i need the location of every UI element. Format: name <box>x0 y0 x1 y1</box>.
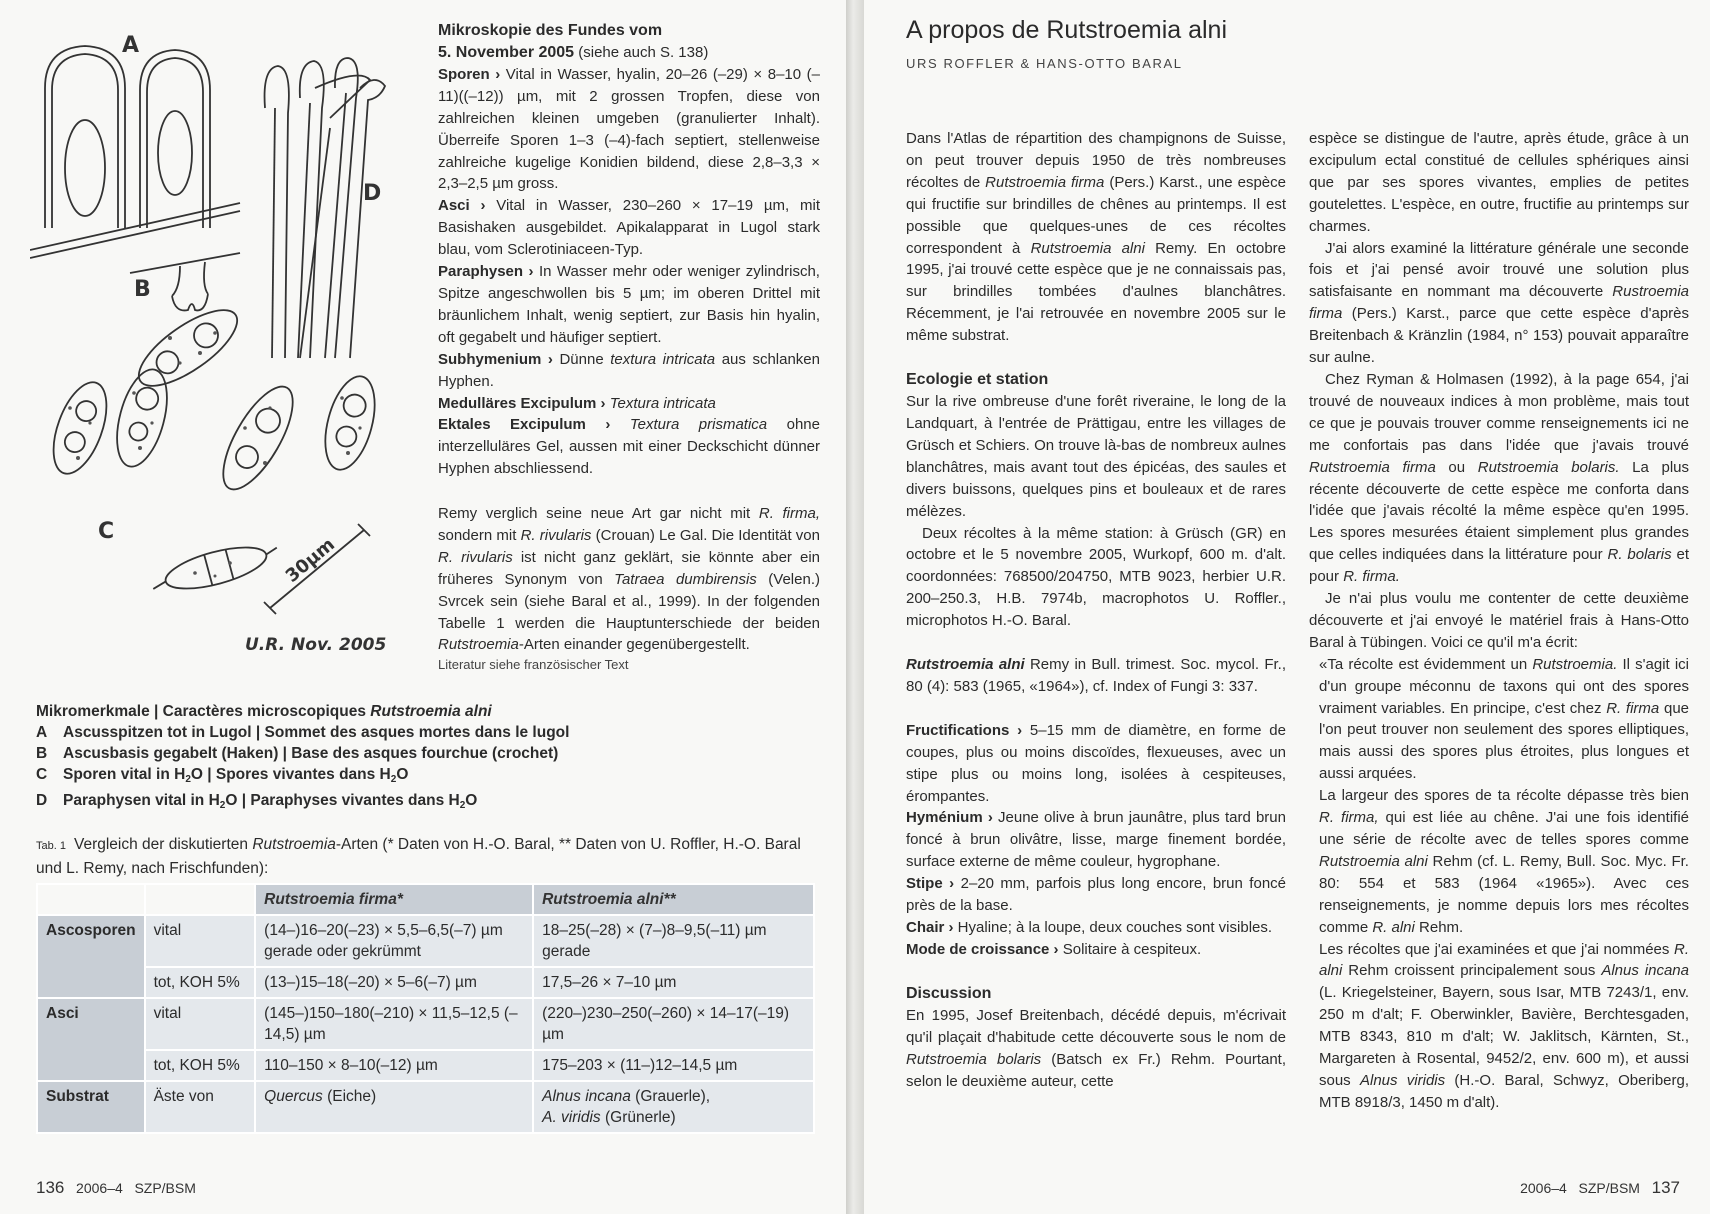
c2p5-italic-1: Rutstroemia. <box>1532 655 1618 673</box>
ectal-text-italic: Textura prismatica <box>610 416 768 434</box>
substrate-alnus-viridis: A. viridis <box>542 1109 601 1126</box>
c2-paragraph-2 <box>1309 238 1689 369</box>
legend-text-b: Ascusbasis gegabelt (Haken) | Base des asques fourchue (crochet) <box>63 745 559 762</box>
chair-text: Hyaline; à la loupe, deux couches sont visibles. <box>953 919 1273 936</box>
right-column-2 <box>1309 128 1689 1114</box>
right-footer <box>1520 1178 1680 1198</box>
substrate-quercus: Quercus <box>264 1088 323 1105</box>
stipe-keyword: Stipe › <box>906 875 955 893</box>
row-label-aste: Äste von <box>145 1081 256 1133</box>
substrate-alnus-incana: Alnus incana <box>542 1088 631 1105</box>
table-number: Tab. 1 <box>36 840 66 852</box>
literature-note: Literatur siehe französischer Text <box>438 657 629 673</box>
c2p7-text-4: (H.-O. Baral, Schwyz, Oberiberg, MTB 8918/3, 1450 m d'alt). <box>1319 1071 1690 1111</box>
legend-title-species: Rutstroemia alni <box>370 703 492 720</box>
legend-letter-b: B <box>36 745 48 762</box>
legend-letter-d: D <box>36 792 48 809</box>
row-header-asci: Asci <box>37 998 145 1081</box>
page-number: 136 <box>36 1178 65 1197</box>
cell-alni: (220–)230–250(–260) × 14–17(–19) µm <box>533 998 814 1050</box>
subscript-2: 2 <box>459 800 466 811</box>
c2p3-italic-1: Rutstroemia firma <box>1309 458 1436 476</box>
c2p3-text-4: et pour <box>1309 546 1689 586</box>
c2p5-italic-2: R. firma <box>1606 699 1660 717</box>
cell-firma <box>255 1081 533 1133</box>
remy-text-2: sondern mit <box>438 526 521 544</box>
remy-text-1: Remy verglich seine neue Art gar nicht mit <box>438 505 759 522</box>
substrate-alnus-incana-note: (Grauerle), <box>630 1088 711 1105</box>
caption-text-2: -Arten (* Daten von H.-O. Baral, ** Daten von U. Roffler, H.-O. Baral und L. Remy, nach Frischfunden): <box>36 836 801 877</box>
substrate-quercus-note: (Eiche) <box>322 1088 377 1105</box>
intro-text-2: (Pers.) Karst., une espèce qui fructifie sur brindilles de chênes au printemps. Il est possible que quelques-unes de ces récoltes correspondent à <box>906 173 1286 257</box>
right-column-1 <box>906 128 1286 1092</box>
c2p6-text-3: Rehm (cf. L. Remy, Bull. Soc. Myc. Fr. 80: 554 et 583 (1964 «1965»). Avec ces renseignements, je nomme depuis lors mes récoltes comme <box>1319 852 1689 936</box>
remy-italic-3: R. rivularis <box>438 548 513 566</box>
asci-keyword: Asci › <box>438 197 486 215</box>
scale-label: 30µm <box>281 534 339 587</box>
c2p3-italic-3: R. bolaris <box>1607 546 1672 564</box>
drawing-label-d: D <box>363 181 382 206</box>
row-label-tot: tot, KOH 5% <box>145 1050 256 1081</box>
c2p7-text-2: Rehm croissent principalement sous <box>1342 962 1602 980</box>
legend-text-c <box>63 764 408 790</box>
growth-mode-keyword: Mode de croissance › <box>906 940 1059 958</box>
remy-italic-5: Rutstroemia <box>438 636 519 654</box>
artist-signature: U.R. Nov. 2005 <box>245 635 387 655</box>
subscript-2: 2 <box>185 774 191 785</box>
legend-c-part1: Sporen vital in H <box>63 766 186 783</box>
row-header-ascosporen: Ascosporen <box>37 915 145 998</box>
c2p3-italic-2: Rutstroemia bolaris. <box>1477 458 1620 476</box>
c2p5-text-3: que l'on peut trouver non seulement des spores elliptiques, mais aussi des spores plus étroites, plus longues et aussi arquées. <box>1319 699 1690 783</box>
col-header-alni: Rutstroemia alni** <box>533 884 814 915</box>
remy-italic-4: Tatraea dumbirensis <box>614 570 757 588</box>
drawing-label-c: C <box>98 519 115 544</box>
reference-paragraph <box>906 654 1286 698</box>
fructifications-text: 5–15 mm de diamètre, en forme de coupes, plus ou moins discoïdes, flexueuses, avec un stipe plus ou moins long, isolées à cespiteuses, érompantes. <box>906 721 1286 805</box>
c2p6-text-2: qui est liée au chêne. J'ai une fois identifié une série de récolte avec de telles spores comme <box>1319 809 1689 848</box>
cell-alni: 18–25(–28) × (7–)8–9,5(–11) µm gerade <box>533 915 814 967</box>
c2-paragraph-1: espèce se distingue de l'autre, après étude, grâce à un excipulum ectal constitué de cellules sphériques ainsi que par ses spores vivantes, emplies de petites goutelettes. L'espèce, en outre, fructifie au printemps sur charmes. <box>1309 130 1689 235</box>
microscopy-description <box>438 20 820 480</box>
c2p2-text-1: J'ai alors examiné la littérature générale une seconde fois et j'ai pensé avoir trouvé une solution plus satisfaisante en nommant ma découverte <box>1309 239 1689 301</box>
subscript-2: 2 <box>219 800 226 811</box>
legend-text-a: Ascusspitzen tot in Lugol | Sommet des asques mortes dans le lugol <box>63 724 570 741</box>
micro-title-note: (siehe auch S. 138) <box>574 44 709 61</box>
article-authors: URS ROFFLER & HANS-OTTO BARAL <box>906 56 1183 71</box>
left-page <box>0 0 846 1214</box>
remy-text-5: (Velen.) Svrcek sein (siehe Baral et al., 1999). In der folgenden Tabelle 1 werden die Hauptunterschiede der beiden <box>438 570 820 632</box>
c2p5-text-2: Il s'agit ici d'un groupe méconnu de taxons qui ont des spores vraiment variables. En principe, c'est chez <box>1319 655 1689 717</box>
c2p2-italic-1: Rustroemia firma <box>1309 283 1689 323</box>
c2p7-italic-1: R. alni <box>1319 940 1689 980</box>
reference-species: Rutstroemia alni <box>906 656 1025 674</box>
remy-text-3: (Crouan) Le Gal. Die Identität von <box>591 526 820 544</box>
legend-letter-a: A <box>36 724 48 741</box>
cell-alni: 17,5–26 × 7–10 µm <box>533 967 814 998</box>
legend-d-part2: O | Paraphyses vivantes dans H <box>225 792 460 809</box>
c2p6-text-4: Rehm. <box>1414 918 1464 936</box>
discussion-text-1: En 1995, Josef Breitenbach, décédé depuis, m'écrivait qu'il plaçait d'habitude cette découverte sous le nom de <box>906 1006 1286 1046</box>
subscript-2: 2 <box>390 774 397 785</box>
col-header-firma: Rutstroemia firma* <box>255 884 533 915</box>
footer-journal: SZP/BSM <box>134 1180 196 1196</box>
subhymenium-text-italic: textura intricata <box>610 350 716 368</box>
medullary-keyword: Medulläres Excipulum › <box>438 394 606 412</box>
table-caption <box>36 834 826 879</box>
drawing-label-a: A <box>122 33 140 58</box>
ecology-paragraph-2: Deux récoltes à la même station: à Grüsch (GR) en octobre et le 5 novembre 2005, Wurkopf, 600 m. d'alt. coordonnées: 768500/204750, MTB 9023, herbier U.R. 200–250.3, H.B. 7974b, macrophotos U. Roffler., microphotos H.-O. Baral. <box>906 524 1286 630</box>
intro-text-3: Remy. En octobre 1995, j'ai trouvé cette espèce que je ne connaissais pas, sur brindilles tombées d'aulnes blanchâtres. Récemment, je l'ai retrouvée en novembre 2005 sur le même substrat. <box>906 239 1287 345</box>
remy-italic-1: R. firma, <box>758 505 821 522</box>
c2-paragraph-3 <box>1309 369 1689 588</box>
c2p7-italic-2: Alnus incana <box>1601 962 1689 980</box>
c2p6-italic-2: Rutstroemia alni <box>1319 852 1428 870</box>
intro-paragraph <box>906 128 1286 347</box>
hymenium-keyword: Hyménium › <box>906 809 993 827</box>
footer-issue: 2006–4 <box>1520 1180 1567 1196</box>
remy-italic-2: R. rivularis <box>520 526 592 544</box>
ecology-paragraph-1: Sur la rive ombreuse d'une forêt riveraine, le long de la Landquart, à l'entrée de Prättigau, entre les villages de Grüsch et Schiers. On trouve là-bas de nombreux aulnes blanchâtres, mais avant tout des épicéas, des saules et divers buissons, quelques pins et bouleaux et de rares mélèzes. <box>906 393 1286 520</box>
cell-firma: (13–)15–18(–20) × 5–6(–7) µm <box>255 967 533 998</box>
caption-italic: Rutstroemia <box>252 836 336 853</box>
page-number: 137 <box>1651 1178 1680 1197</box>
c2p7-text-3: (L. Kriegelsteiner, Bayern, sous Isar, MTB 7243/1, env. 250 m d'alt; F. Oberwinkler, Bavière, Berchtesgaden, MTB 8343, 810 m d'alt; W. Jaklitsch, Kärnten, St., Margareten à Rosental, 9452/2, env. 600 m), et aussi sous <box>1319 984 1689 1089</box>
discussion-text-2: (Batsch ex Fr.) Rehm. Pourtant, selon le deuxième auteur, cette <box>906 1050 1287 1090</box>
paraphysen-keyword: Paraphysen › <box>438 263 534 281</box>
c2p6-italic-1: R. firma, <box>1319 809 1379 827</box>
table-header-empty <box>145 884 256 915</box>
substrate-alnus-viridis-note: (Grünerle) <box>600 1109 676 1126</box>
table-row <box>37 915 814 967</box>
table-row <box>37 998 814 1050</box>
c2p6-text-1: La largeur des spores de ta récolte dépasse très bien <box>1319 787 1689 805</box>
asci-text: Vital in Wasser, 230–260 × 17–19 µm, mit Basishaken ausgebildet. Apikalapparat in Lugol stark blau, vom Sclerotiniaceen-Typ. <box>438 197 820 259</box>
chair-keyword: Chair › <box>906 919 954 936</box>
legend-d-part1: Paraphysen vital in H <box>63 792 220 809</box>
book-gutter <box>846 0 864 1214</box>
table-row <box>37 967 814 998</box>
micro-title-line1: Mikroskopie des Fundes vom <box>438 22 663 39</box>
row-label-vital: vital <box>145 915 256 967</box>
stipe-text: 2–20 mm, parfois plus long encore, brun foncé près de la base. <box>906 875 1287 915</box>
table-header-row <box>37 884 814 915</box>
c2p7-italic-3: Alnus viridis <box>1359 1071 1446 1089</box>
comparison-table <box>36 883 815 1134</box>
article-title: A propos de Rutstroemia alni <box>906 16 1228 44</box>
row-label-vital: vital <box>145 998 256 1050</box>
legend-text-d <box>63 790 477 816</box>
discussion-paragraph <box>906 1005 1286 1093</box>
table-header-empty <box>37 884 145 915</box>
table-row <box>37 1081 814 1133</box>
ectal-keyword: Ektales Excipulum › <box>438 416 611 434</box>
subhymenium-keyword: Subhymenium › <box>438 350 553 368</box>
c2p5-text-1: «Ta récolte est évidemment un <box>1319 655 1533 673</box>
c2-paragraph-6 <box>1309 785 1689 938</box>
c2-paragraph-7 <box>1309 939 1689 1114</box>
intro-text-1: Dans l'Atlas de répartition des champignons de Suisse, on peut trouver depuis 1950 de très nombreuses récoltes de <box>906 130 1286 191</box>
remy-text-6: -Arten einander gegenübergestellt. <box>518 636 750 654</box>
remy-paragraph <box>438 503 820 674</box>
intro-italic-2: Rutstroemia alni <box>1030 239 1145 257</box>
c2p6-italic-3: R. alni <box>1372 918 1415 936</box>
ecology-heading: Ecologie et station <box>906 371 1049 389</box>
medullary-text: Textura intricata <box>605 394 716 412</box>
subhymenium-text-b: aus schlanken Hyphen. <box>438 350 820 390</box>
paraphysen-text: In Wasser mehr oder weniger zylindrisch, Spitze angeschwollen bis 5 µm; im oberen Drittel mit bräunlichem Inhalt, wenig septiert, zur Basis hin hyalin, oft gegabelt und häufiger septiert. <box>438 263 820 346</box>
c2-paragraph-5 <box>1309 654 1689 785</box>
ectal-text: ohne interzelluläres Gel, aussen mit einer Deckschicht dünner Hyphen abschliessend. <box>438 416 820 478</box>
subhymenium-text-a: Dünne <box>552 350 611 368</box>
drawing-label-b: B <box>134 277 151 302</box>
microscopy-drawing <box>30 28 430 668</box>
c2p2-text-2: (Pers.) Karst., parce que cette espèce d'après Breitenbach & Kränzlin (1984, n° 153) pouvait apparaître sur aulne. <box>1309 305 1689 367</box>
legend-title: Mikromerkmale | Caractères microscopiques <box>36 703 371 720</box>
caption-text-1: Vergleich der diskutierten <box>73 836 253 853</box>
c2p3-italic-4: R. firma. <box>1343 568 1400 586</box>
micro-title-date: 5. November 2005 <box>438 44 575 61</box>
c2p7-text-1: Les récoltes que j'ai examinées et que j'ai nommées <box>1319 940 1674 958</box>
left-footer <box>36 1178 196 1198</box>
remy-text-4: ist nicht ganz geklärt, sie könnte aber ein früheres Synonym von <box>438 548 820 588</box>
row-header-substrat: Substrat <box>37 1081 145 1133</box>
c2p3-text-2: ou <box>1435 458 1478 476</box>
fructifications-keyword: Fructifications › <box>906 721 1023 739</box>
figure-legend <box>36 701 826 816</box>
cell-firma: 110–150 × 8–10(–12) µm <box>255 1050 533 1081</box>
footer-issue: 2006–4 <box>76 1180 123 1196</box>
cell-firma: (145–)150–180(–210) × 11,5–12,5 (–14,5) µm <box>255 998 533 1050</box>
legend-c-part2: O | Spores vivantes dans H <box>190 766 391 783</box>
hymenium-text: Jeune olive à brun jaunâtre, plus tard brun foncé à brun olivâtre, lisse, marge finement bordée, surface externe de même couleur, hygrophane. <box>906 809 1286 871</box>
legend-letter-c: C <box>36 766 48 783</box>
discussion-heading: Discussion <box>906 984 992 1002</box>
row-label-tot: tot, KOH 5% <box>145 967 256 998</box>
intro-italic-1: Rutstroemia firma <box>985 173 1105 191</box>
legend-d-part3: O <box>465 792 478 809</box>
table-row <box>37 1050 814 1081</box>
cell-alni: 175–203 × (11–)12–14,5 µm <box>533 1050 814 1081</box>
growth-mode-text: Solitaire à cespiteux. <box>1058 940 1202 958</box>
sporen-text: Vital in Wasser, hyalin, 20–26 (–29) × 8–10 (–11)((–12)) µm, mit 2 grossen Tropfen, diese von zahlreichen kleinen umgeben (granulierter Inhalt). Überreife Sporen 1–3 (–4)-fach septiert, stellenweise zahlreiche kugelige Konidien bildend, diese 2,8–3,3 × 2,3–2,5 µm gross. <box>438 65 821 193</box>
c2-paragraph-4: Je n'ai plus voulu me contenter de cette deuxième découverte et j'ai envoyé le matériel frais à Hans-Otto Baral à Tübingen. Voici ce qu'il m'a écrit: <box>1309 590 1689 651</box>
legend-c-part3: O <box>396 766 409 783</box>
cell-firma: (14–)16–20(–23) × 5,5–6,5(–7) µm gerade oder gekrümmt <box>255 915 533 967</box>
reference-text: Remy in Bull. trimest. Soc. mycol. Fr., 80 (4): 583 (1965, «1964»), cf. Index of Fungi 3: 337. <box>906 656 1286 695</box>
right-page <box>864 0 1710 1214</box>
c2p3-text-3: La plus récente découverte de cette espèce me conforta dans l'idée que j'avais récolté la même espèce qu'en 1995. Les spores mesurées étaient simplement plus grandes que celles indiquées dans la littérature pour <box>1309 458 1689 564</box>
footer-journal: SZP/BSM <box>1578 1180 1640 1196</box>
c2p3-text-1: Chez Ryman & Holmasen (1992), à la page 654, j'ai trouvé de nouveaux indices à mon problème, mais tout ce que je pouvais trouver comme renseignements ici ne me confortais pas dans l'idée que j'avais trouvé <box>1309 370 1689 454</box>
discussion-italic-1: Rutstroemia bolaris <box>906 1050 1042 1068</box>
cell-alni <box>533 1081 814 1133</box>
sporen-keyword: Sporen › <box>438 65 501 83</box>
